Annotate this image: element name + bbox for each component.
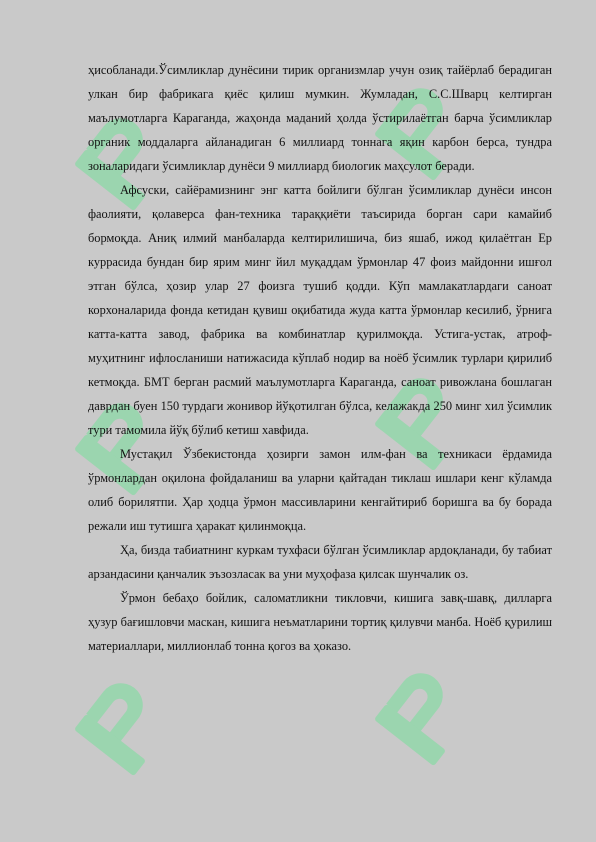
document-body — [88, 58, 552, 658]
paragraph-1: ҳисобланади.Ўсимликлар дунёсини тирик организмлар учун озиқ тайёрлаб берадиган улкан бир фабрикага қиёс қилиш мумкин. Жумладан, С.С.Шварц келтирган маълумотларга Караганда, жаҳонда маданий ҳолда ўстирилаётган барча ўсимликлар органик моддаларга айланадиган 6 миллиард тоннага яқин карбон берса, тундра зоналаридаги ўсимликлар дунёси 9 миллиард биологик маҳсулот беради. — [88, 63, 552, 173]
paragraph-3: Мустақил Ўзбекистонда ҳозирги замон илм-фан ва техникаси ёрдамида ўрмонлардан оқилона фойдаланиш ва уларни қайтадан тиклаш ишлари кенг кўламда олиб борилятпи. Ҳар ҳодца ўрмон массивларини кенгайтириб боришга ва бу борада режали иш тутишга ҳаракат қилинмоқца. — [88, 447, 552, 533]
paragraph-2: Афсуски, сайёрамизнинг энг катта бойлиги бўлган ўсимликлар дунёси инсон фаолияти, қолаверса фан-техника тараққиёти таъсирида борган сари камайиб бормоқда. Аниқ илмий манбаларда келтирилишича, биз яшаб, ижод қилаётган Ер куррасида бундан бир ярим минг йил муқаддам ўрмонлар 47 фоиз майдонни ишғол этган бўлса, ҳозир улар 27 фоизга тушиб қодди. Кўп мамлакатлардаги саноат корхоналарида фонда кетидан қувиш оқибатида жуда катта ўрмонлар кесилиб, ўрнига катта-катта завод, фабрика ва комбинатлар қурилмоқда. Устига-устак, атроф-муҳитнинг ифлосланиши натижасида кўплаб нодир ва ноёб ўсимлик турлари қирилиб кетмоқда. БМТ берган расмий маълумотларга Караганда, саноат ривожлана бошлаган даврдан буен 150 турдаги жонивор йўқотилган бўлса, келажакда 250 минг хил ўсимлик тури тамомила йўқ бўлиб кетиш хавфида. — [88, 183, 552, 437]
paragraph-4: Ҳа, бизда табиатнинг куркам тухфаси бўлган ўсимликлар ардоқланади, бу табиат арзандасини қанчалик эъзозласак ва уни муҳофаза қилсак шунчалик оз. — [88, 543, 552, 581]
paragraph-5: Ўрмон бебаҳо бойлик, саломатликни тикловчи, кишига завқ-шавқ, дилларга ҳузур бағишловчи маскан, кишига неъматларини тортиқ қилувчи манба. Ноёб қурилиш материаллари, миллионлаб тонна қогоз ва ҳоказо. — [88, 591, 552, 653]
